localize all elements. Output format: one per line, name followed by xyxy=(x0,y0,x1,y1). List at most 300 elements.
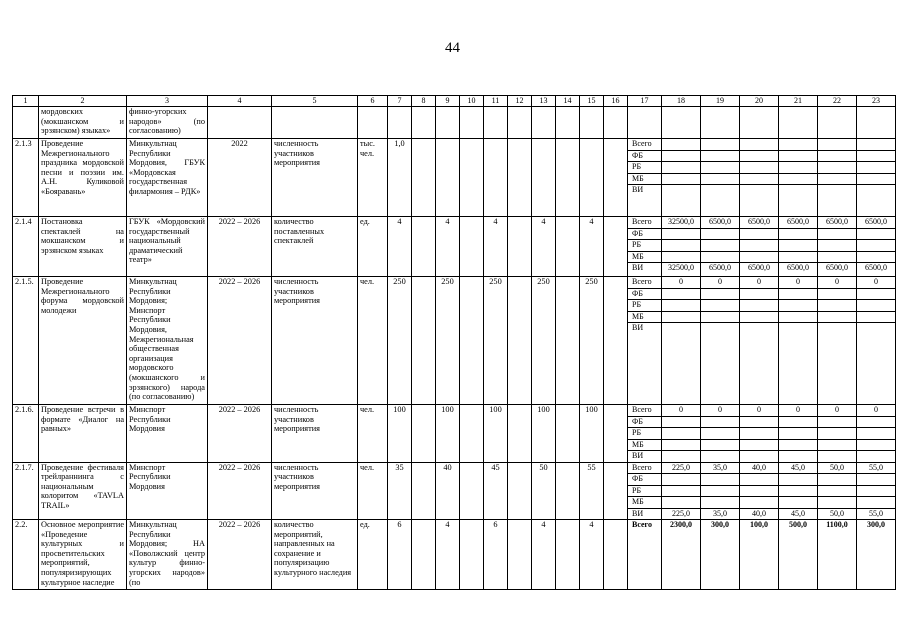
funding-value xyxy=(662,323,700,334)
funding-amounts xyxy=(701,139,740,217)
funding-value xyxy=(701,228,739,240)
unit xyxy=(358,107,388,139)
funding-amounts xyxy=(701,462,740,520)
row-number: 2.1.7. xyxy=(13,462,39,520)
funding-value xyxy=(662,139,700,150)
column-number-cell: 6 xyxy=(358,96,388,107)
funding-value-list xyxy=(779,463,817,520)
funding-value: 300,0 xyxy=(867,520,885,529)
funding-value xyxy=(857,162,895,174)
indicator-name: количество мероприятий, направленных на сохранение и популяризацию культурного наследия xyxy=(272,520,358,590)
funding-value xyxy=(779,173,817,185)
funding-value xyxy=(857,311,895,323)
table-row xyxy=(13,520,896,590)
funding-value xyxy=(857,251,895,263)
funding-amounts xyxy=(701,405,740,463)
funding-source-list xyxy=(628,520,661,531)
funding-value xyxy=(857,439,895,451)
funding-value xyxy=(662,173,700,185)
target-value xyxy=(556,462,580,520)
target-value: 6 xyxy=(388,520,412,590)
funding-sources xyxy=(628,139,662,217)
funding-value xyxy=(818,439,856,451)
column-number-cell: 13 xyxy=(532,96,556,107)
target-value: 4 xyxy=(436,217,460,277)
row-number: 2.1.5. xyxy=(13,277,39,405)
funding-amounts xyxy=(857,405,896,463)
funding-value xyxy=(779,451,817,462)
funding-source-label: МБ xyxy=(628,251,661,263)
funding-value xyxy=(818,323,856,334)
funding-source-label: ФБ xyxy=(628,150,661,162)
funding-value: 55,0 xyxy=(869,508,883,518)
funding-value: 6500,0 xyxy=(779,217,817,228)
column-number-cell: 23 xyxy=(857,96,896,107)
funding-value xyxy=(857,288,895,300)
target-value: 4 xyxy=(580,520,604,590)
unit: тыс. чел. xyxy=(358,139,388,217)
column-number-cell: 4 xyxy=(208,96,272,107)
funding-value xyxy=(740,173,778,185)
column-number-cell: 16 xyxy=(604,96,628,107)
row-number xyxy=(13,107,39,139)
funding-value: 225,0 xyxy=(672,508,690,518)
funding-value: 0 xyxy=(701,277,739,288)
funding-value xyxy=(818,150,856,162)
funding-value-list xyxy=(740,277,778,334)
funding-value xyxy=(701,240,739,252)
funding-amounts xyxy=(662,217,701,277)
row-number: 2.1.6. xyxy=(13,405,39,463)
funding-value xyxy=(779,474,817,486)
target-value: 4 xyxy=(532,217,556,277)
funding-value xyxy=(740,240,778,252)
column-number-cell: 17 xyxy=(628,96,662,107)
funding-amounts xyxy=(779,520,818,590)
funding-source-label: ФБ xyxy=(628,228,661,240)
table-row xyxy=(13,139,896,217)
target-value: 100 xyxy=(484,405,508,463)
funding-amounts xyxy=(818,520,857,590)
funding-value xyxy=(701,300,739,312)
funding-value xyxy=(662,451,700,462)
funding-value xyxy=(857,485,895,497)
funding-value-list xyxy=(740,139,778,196)
funding-value xyxy=(662,311,700,323)
target-value: 55 xyxy=(580,462,604,520)
unit: чел. xyxy=(358,277,388,405)
funding-value xyxy=(701,416,739,428)
funding-value xyxy=(779,185,817,196)
target-value: 4 xyxy=(436,520,460,590)
funding-value xyxy=(701,428,739,440)
funding-value-list xyxy=(701,520,739,531)
implementation-period: 2022 – 2026 xyxy=(208,405,272,463)
funding-value: 1100,0 xyxy=(826,520,848,529)
column-number-cell: 20 xyxy=(740,96,779,107)
target-value: 250 xyxy=(484,277,508,405)
funding-source-label: МБ xyxy=(628,439,661,451)
target-value xyxy=(412,277,436,405)
funding-amounts xyxy=(740,462,779,520)
funding-amounts xyxy=(818,139,857,217)
funding-value xyxy=(857,323,895,334)
target-value xyxy=(460,139,484,217)
funding-value xyxy=(779,162,817,174)
indicator-name: численность участников мероприятия xyxy=(272,405,358,463)
funding-amounts xyxy=(779,217,818,277)
target-value: 250 xyxy=(532,277,556,405)
funding-value xyxy=(701,474,739,486)
funding-source-label: РБ xyxy=(628,485,661,497)
target-value: 4 xyxy=(580,217,604,277)
implementation-period: 2022 – 2026 xyxy=(208,520,272,590)
table-row xyxy=(13,405,896,463)
funding-source-label: Всего xyxy=(628,139,661,150)
funding-value: 55,0 xyxy=(857,463,895,474)
funding-sources xyxy=(628,520,662,590)
funding-amounts xyxy=(662,139,701,217)
target-value xyxy=(556,277,580,405)
funding-amounts xyxy=(662,107,701,139)
funding-source-list xyxy=(628,139,661,196)
target-value xyxy=(412,405,436,463)
funding-value xyxy=(818,185,856,196)
target-value xyxy=(460,520,484,590)
funding-sources xyxy=(628,217,662,277)
funding-amounts xyxy=(779,405,818,463)
executor: Минспорт Республики Мордовия xyxy=(127,462,208,520)
funding-value-list xyxy=(662,217,700,274)
funding-amounts xyxy=(740,520,779,590)
target-value xyxy=(412,217,436,277)
funding-value xyxy=(701,497,739,509)
target-value: 40 xyxy=(436,462,460,520)
funding-value-list xyxy=(662,139,700,196)
funding-amounts xyxy=(818,462,857,520)
implementation-period: 2022 xyxy=(208,139,272,217)
funding-value xyxy=(662,416,700,428)
funding-value xyxy=(740,185,778,196)
funding-value xyxy=(818,416,856,428)
funding-value: 35,0 xyxy=(713,508,727,518)
funding-value-list xyxy=(740,463,778,520)
funding-value xyxy=(818,300,856,312)
column-number-cell: 15 xyxy=(580,96,604,107)
funding-amounts xyxy=(779,277,818,405)
funding-value-list xyxy=(662,463,700,520)
funding-value xyxy=(818,288,856,300)
funding-amounts xyxy=(740,139,779,217)
funding-value xyxy=(740,474,778,486)
funding-value xyxy=(857,300,895,312)
target-value xyxy=(484,139,508,217)
funding-value: 35,0 xyxy=(701,463,739,474)
funding-source-label: МБ xyxy=(628,497,661,509)
row-number: 2.1.4 xyxy=(13,217,39,277)
funding-value xyxy=(779,416,817,428)
funding-source-label: ВИ xyxy=(632,508,644,518)
funding-value xyxy=(779,300,817,312)
executor: Минспорт Республики Мордовия xyxy=(127,405,208,463)
funding-value: 6500,0 xyxy=(857,217,895,228)
funding-value xyxy=(857,228,895,240)
implementation-period: 2022 – 2026 xyxy=(208,462,272,520)
funding-amounts xyxy=(779,107,818,139)
funding-value xyxy=(740,228,778,240)
funding-value xyxy=(818,451,856,462)
funding-source-list xyxy=(628,217,661,274)
funding-sources xyxy=(628,277,662,405)
target-value xyxy=(556,217,580,277)
executor: Минкультнац Республики Мордовия, ГБУК «Мордовская государственная филармония – РДК» xyxy=(127,139,208,217)
funding-sources xyxy=(628,107,662,139)
funding-source-label: ВИ xyxy=(632,451,644,460)
funding-sources xyxy=(628,462,662,520)
target-value: 100 xyxy=(580,405,604,463)
implementation-period xyxy=(208,107,272,139)
executor: ГБУК «Мордовский государственный национальный драматический театр» xyxy=(127,217,208,277)
funding-source-label: МБ xyxy=(628,173,661,185)
funding-amounts xyxy=(740,277,779,405)
target-value xyxy=(412,462,436,520)
funding-amounts xyxy=(818,217,857,277)
target-value xyxy=(460,107,484,139)
target-value xyxy=(556,107,580,139)
funding-amounts xyxy=(857,462,896,520)
target-value xyxy=(508,107,532,139)
funding-value xyxy=(857,240,895,252)
funding-value: 50,0 xyxy=(830,508,844,518)
target-value xyxy=(436,107,460,139)
column-number-cell: 19 xyxy=(701,96,740,107)
funding-amounts xyxy=(740,107,779,139)
event-name: Проведение встречи в формате «Диалог на равных» xyxy=(39,405,127,463)
funding-value-list xyxy=(818,217,856,274)
event-name: Проведение Межрегионального форума мордовской молодежи xyxy=(39,277,127,405)
funding-value xyxy=(740,416,778,428)
funding-value xyxy=(740,288,778,300)
funding-amounts xyxy=(662,405,701,463)
funding-value: 6500,0 xyxy=(865,263,887,272)
target-value xyxy=(604,217,628,277)
target-value: 250 xyxy=(580,277,604,405)
table-row xyxy=(13,462,896,520)
funding-value xyxy=(779,311,817,323)
target-value: 4 xyxy=(532,520,556,590)
target-value: 6 xyxy=(484,520,508,590)
funding-value-list xyxy=(818,463,856,520)
funding-value xyxy=(857,150,895,162)
target-value: 100 xyxy=(436,405,460,463)
funding-value: 0 xyxy=(818,277,856,288)
funding-source-label: ФБ xyxy=(628,474,661,486)
target-value xyxy=(556,139,580,217)
executor: Минкультнац Республики Мордовия; Минспорт Республики Мордовия, Межрегиональная общественная организация мордовского (мокшанского и эрзянского) народа (по согласованию) xyxy=(127,277,208,405)
funding-value xyxy=(779,428,817,440)
funding-value-list xyxy=(818,139,856,196)
funding-value-list xyxy=(701,405,739,462)
funding-value xyxy=(779,323,817,334)
unit: ед. xyxy=(358,217,388,277)
target-value xyxy=(460,277,484,405)
funding-source-label: МБ xyxy=(628,311,661,323)
funding-value: 100,0 xyxy=(750,520,768,529)
funding-amounts xyxy=(701,277,740,405)
column-number-cell: 11 xyxy=(484,96,508,107)
unit: чел. xyxy=(358,462,388,520)
target-value xyxy=(412,520,436,590)
funding-value xyxy=(818,428,856,440)
funding-value: 0 xyxy=(662,405,700,416)
funding-value: 2300,0 xyxy=(670,520,692,529)
target-value xyxy=(556,520,580,590)
funding-value xyxy=(740,139,778,150)
target-value: 100 xyxy=(388,405,412,463)
funding-value xyxy=(779,240,817,252)
funding-source-label: Всего xyxy=(628,217,661,228)
target-value: 45 xyxy=(484,462,508,520)
funding-value xyxy=(740,300,778,312)
funding-source-list xyxy=(628,463,661,520)
funding-value xyxy=(662,162,700,174)
funding-value-list xyxy=(779,277,817,334)
funding-value xyxy=(857,416,895,428)
funding-source-label: Всего xyxy=(628,463,661,474)
funding-value xyxy=(662,288,700,300)
column-number-cell: 2 xyxy=(39,96,127,107)
table-row xyxy=(13,107,896,139)
funding-value xyxy=(662,185,700,196)
funding-value: 40,0 xyxy=(752,508,766,518)
target-value xyxy=(604,405,628,463)
funding-sources xyxy=(628,405,662,463)
funding-value xyxy=(818,311,856,323)
funding-value xyxy=(662,228,700,240)
funding-value xyxy=(701,173,739,185)
funding-source-label: ФБ xyxy=(628,288,661,300)
funding-amounts xyxy=(818,405,857,463)
target-value xyxy=(412,139,436,217)
funding-value xyxy=(857,173,895,185)
funding-value: 45,0 xyxy=(791,508,805,518)
funding-amounts xyxy=(818,107,857,139)
target-value xyxy=(580,107,604,139)
funding-value-list xyxy=(857,217,895,274)
funding-value xyxy=(857,451,895,462)
target-value xyxy=(556,405,580,463)
funding-value xyxy=(857,428,895,440)
target-value xyxy=(508,462,532,520)
funding-value: 300,0 xyxy=(711,520,729,529)
funding-value xyxy=(779,485,817,497)
funding-value xyxy=(662,150,700,162)
funding-source-list xyxy=(628,277,661,334)
column-number-row xyxy=(13,96,896,107)
target-value xyxy=(388,107,412,139)
column-number-cell: 21 xyxy=(779,96,818,107)
funding-value-list xyxy=(818,405,856,462)
funding-source-label: ВИ xyxy=(632,323,644,332)
funding-amounts xyxy=(818,277,857,405)
column-number-cell: 9 xyxy=(436,96,460,107)
funding-value xyxy=(740,497,778,509)
funding-value: 32500,0 xyxy=(662,217,700,228)
implementation-period: 2022 – 2026 xyxy=(208,217,272,277)
funding-value: 0 xyxy=(818,405,856,416)
funding-value xyxy=(818,474,856,486)
funding-value xyxy=(857,185,895,196)
funding-value xyxy=(701,185,739,196)
funding-value xyxy=(740,323,778,334)
funding-value-list xyxy=(701,217,739,274)
funding-value xyxy=(779,288,817,300)
funding-value xyxy=(662,240,700,252)
target-value: 35 xyxy=(388,462,412,520)
indicator-name: численность участников мероприятия xyxy=(272,462,358,520)
funding-value xyxy=(818,240,856,252)
funding-value xyxy=(701,150,739,162)
funding-value: 0 xyxy=(740,277,778,288)
funding-amounts xyxy=(779,462,818,520)
funding-value: 6500,0 xyxy=(709,263,731,272)
funding-value xyxy=(701,439,739,451)
funding-value: 50,0 xyxy=(818,463,856,474)
funding-value-list xyxy=(740,405,778,462)
funding-amounts xyxy=(701,107,740,139)
funding-value-list xyxy=(779,520,817,531)
funding-source-label: ФБ xyxy=(628,416,661,428)
funding-value xyxy=(818,497,856,509)
funding-value: 0 xyxy=(662,277,700,288)
funding-value-list xyxy=(857,405,895,462)
funding-value xyxy=(701,485,739,497)
funding-value xyxy=(818,173,856,185)
funding-amounts xyxy=(662,520,701,590)
target-value xyxy=(508,139,532,217)
funding-value: 500,0 xyxy=(789,520,807,529)
table-row xyxy=(13,277,896,405)
funding-amounts xyxy=(662,462,701,520)
target-value xyxy=(532,139,556,217)
funding-amounts xyxy=(701,520,740,590)
page-number: 44 xyxy=(445,40,460,56)
target-value: 4 xyxy=(484,217,508,277)
funding-source-label: Всего xyxy=(632,520,652,529)
event-name: мордовских (мокшанском и эрзянском) языках» xyxy=(39,107,127,139)
target-value xyxy=(604,520,628,590)
funding-value: 6500,0 xyxy=(787,263,809,272)
target-value xyxy=(412,107,436,139)
funding-value: 6500,0 xyxy=(748,263,770,272)
funding-source-label: ВИ xyxy=(632,263,644,272)
funding-value-list xyxy=(662,277,700,334)
funding-amounts xyxy=(857,217,896,277)
funding-value xyxy=(740,439,778,451)
funding-amounts xyxy=(740,405,779,463)
funding-value xyxy=(662,474,700,486)
target-value xyxy=(604,462,628,520)
funding-value xyxy=(779,150,817,162)
funding-value xyxy=(779,139,817,150)
funding-value-list xyxy=(662,520,700,531)
funding-value xyxy=(662,251,700,263)
funding-value-list xyxy=(818,277,856,334)
funding-value xyxy=(779,251,817,263)
funding-amounts xyxy=(701,217,740,277)
funding-value-list xyxy=(779,405,817,462)
funding-value xyxy=(818,251,856,263)
